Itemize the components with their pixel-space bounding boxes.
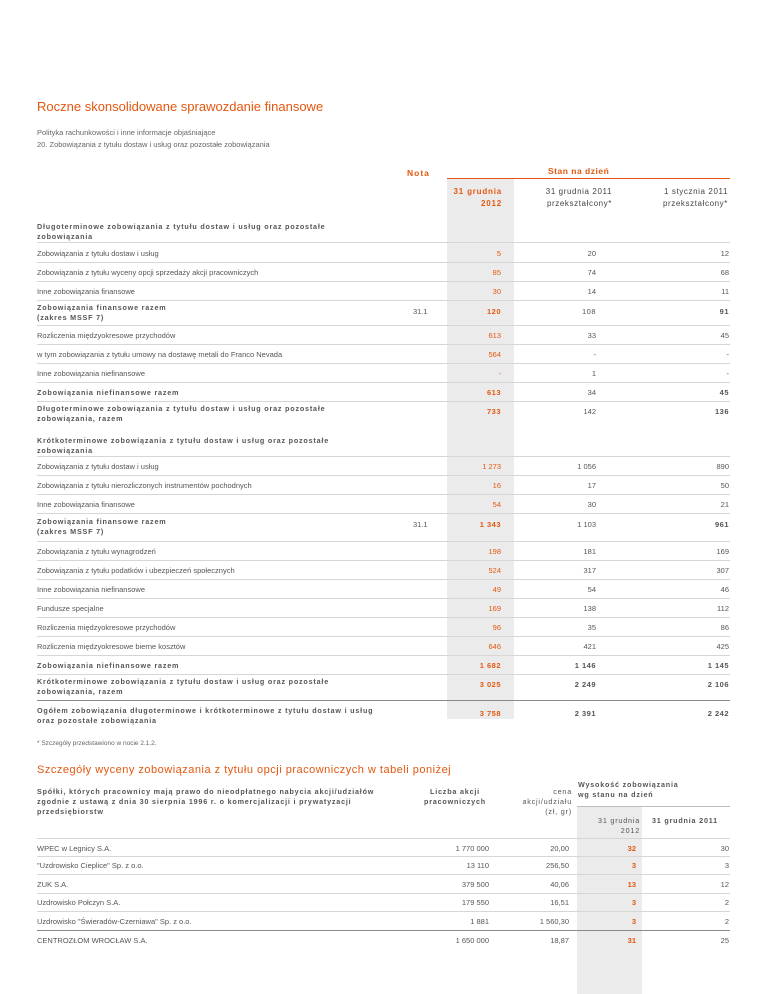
table-row-v2012: 198: [488, 547, 501, 556]
table2-col-companies: [37, 787, 374, 817]
row-rule: [37, 281, 730, 282]
table-row-vjan2011: 425: [716, 642, 729, 651]
table-row-v2011: 17: [587, 481, 596, 490]
col-jan2011-header: [630, 186, 728, 210]
table-row-v2011: 1 056: [577, 462, 596, 471]
table-row-label: Zobowiązania z tytułu dostaw i usług: [37, 249, 159, 258]
table-row-label: [37, 706, 373, 726]
row-rule: [37, 911, 730, 912]
table-row-vjan2011: 169: [716, 547, 729, 556]
row-rule: [37, 930, 730, 931]
row-rule: [37, 513, 730, 514]
table2-title: Szczegóły wyceny zobowiązania z tytułu opcji pracowniczych w tabeli poniżej: [37, 764, 452, 776]
table-row-label: [37, 303, 166, 323]
row-rule: [37, 262, 730, 263]
table-row-v2012: 613: [488, 331, 501, 340]
section-long-line1: Długoterminowe zobowiązania z tytułu dostaw i usług oraz pozostałe: [37, 222, 326, 231]
col3a-line1: 31 grudnia: [598, 816, 640, 825]
col-2011-line2: przekształcony*: [546, 199, 612, 208]
table-row-v2011: 74: [587, 268, 596, 277]
table-row-v2012: 3 025: [479, 680, 501, 689]
section-long-line2: zobowiązania: [37, 232, 93, 241]
table-row-v2011: 1 146: [574, 661, 596, 670]
table-row-vjan2011: 2 242: [707, 709, 729, 718]
table2-row-name: ZUK S.A.: [37, 880, 69, 889]
table2-row-count: 179 550: [461, 898, 489, 907]
table2-row-v2011: 12: [720, 880, 729, 889]
table-row-v2011: 14: [587, 287, 596, 296]
row-rule: [37, 856, 730, 857]
col2-line1: cena: [553, 787, 572, 796]
table-row-v2011: 2 249: [574, 680, 596, 689]
col1-line1: Liczba akcji: [430, 787, 480, 796]
table2-row-count: 1 770 000: [455, 844, 489, 853]
label-line1: Zobowiązania finansowe razem: [37, 303, 167, 312]
table-row-v2012: 120: [486, 307, 501, 316]
table-row-label: Zobowiązania z tytułu podatków i ubezpieczeń społecznych: [37, 566, 235, 575]
breadcrumb-line-1: Polityka rachunkowości i inne informacje objaśniające: [37, 128, 216, 137]
table-row-v2011: 1 103: [577, 520, 596, 529]
stan-na-dzien-header: Stan na dzień: [548, 166, 610, 176]
row-rule: [37, 382, 730, 383]
table-row-vjan2011: -: [726, 350, 729, 359]
col-2011-line1: 31 grudnia 2011: [545, 187, 612, 196]
table-row-vjan2011: 46: [720, 585, 729, 594]
table-row-v2011: -: [593, 350, 596, 359]
row-rule: [37, 579, 730, 580]
table-row-label: Zobowiązania z tytułu wynagrodzeń: [37, 547, 156, 556]
table-row-vjan2011: 21: [720, 500, 729, 509]
table-row-v2012: 169: [488, 604, 501, 613]
table2-row-name: CENTROZŁOM WROCŁAW S.A.: [37, 936, 148, 945]
table2-row-price: 256,50: [546, 861, 569, 870]
table-row-v2011: 2 391: [574, 709, 596, 718]
col3-line2: wg stanu na dzień: [578, 790, 654, 799]
breadcrumb: [37, 127, 270, 151]
table-row-vjan2011: 136: [714, 407, 729, 416]
table2-col-count: [420, 787, 490, 807]
table-row-v2012: 3 758: [479, 709, 501, 718]
table2-row-count: 1 881: [470, 917, 489, 926]
section-short-line1: Krótkoterminowe zobowiązania z tytułu dostaw i usług oraz pozostałe: [37, 436, 330, 445]
row-rule: [37, 598, 730, 599]
table2-row-v2012: 31: [627, 936, 636, 945]
label-line2: (zakres MSSF 7): [37, 527, 105, 536]
row-rule: [37, 838, 730, 839]
table-row-v2012: 54: [492, 500, 501, 509]
row-rule: [37, 401, 730, 402]
col2-line2: akcji/udziału: [522, 797, 572, 806]
table2-row-v2011: 2: [724, 898, 729, 907]
col-jan2011-line1: 1 stycznia 2011: [664, 187, 728, 196]
table-row-vjan2011: 45: [720, 331, 729, 340]
row-rule: [37, 456, 730, 457]
table2-row-name: "Uzdrowisko Cieplice" Sp. z o.o.: [37, 861, 144, 870]
table-row-v2012: 85: [492, 268, 501, 277]
table-row-label: Rozliczenia międzyokresowe przychodów: [37, 331, 176, 340]
section-long-term: [37, 222, 325, 242]
table-row-v2012: 733: [486, 407, 501, 416]
row-rule: [37, 325, 730, 326]
table-row-vjan2011: -: [726, 369, 729, 378]
table-row-vjan2011: 307: [716, 566, 729, 575]
table-row-v2011: 30: [587, 500, 596, 509]
table2-row-v2011: 30: [720, 844, 729, 853]
table-row-nota: 31.1: [413, 520, 428, 529]
table-row-v2012: 1 682: [479, 661, 501, 670]
table-row-label: Inne zobowiązania niefinansowe: [37, 369, 145, 378]
header-divider: [447, 178, 730, 179]
label-line1: Krótkoterminowe zobowiązania z tytułu dostaw i usług oraz pozostałe: [37, 677, 330, 686]
table-row-v2011: 34: [587, 388, 596, 397]
table-row-v2011: 181: [583, 547, 596, 556]
table-row-label: Fundusze specjalne: [37, 604, 104, 613]
col0-line2: zgodnie z ustawą z dnia 30 sierpnia 1996 r. o komercjalizacji i prywatyzacji: [37, 797, 352, 806]
table2-row-v2012: 32: [627, 844, 636, 853]
table-row-v2011: 108: [581, 307, 596, 316]
label-line2: oraz pozostałe zobowiązania: [37, 716, 157, 725]
table-row-vjan2011: 2 106: [707, 680, 729, 689]
table2-row-v2011: 25: [720, 936, 729, 945]
col-2011-header: [520, 186, 612, 210]
table-row-v2012: 5: [496, 249, 501, 258]
row-rule: [37, 636, 730, 637]
label-line2: zobowiązania, razem: [37, 687, 124, 696]
table-row-vjan2011: 11: [721, 287, 729, 296]
table-row-v2012: 16: [492, 481, 501, 490]
table-row-label: w tym zobowiązania z tytułu umowy na dostawę metali do Franco Nevada: [37, 350, 283, 359]
col-2012-header: [440, 186, 502, 210]
table2-row-price: 18,87: [550, 936, 569, 945]
table2-col-liability: [578, 780, 679, 800]
table2-row-price: 1 560,30: [539, 917, 569, 926]
table-row-v2011: 35: [587, 623, 596, 632]
col1-line2: pracowniczych: [424, 797, 486, 806]
row-rule: [37, 494, 730, 495]
table-row-label: Zobowiązania z tytułu wyceny opcji sprzedaży akcji pracowniczych: [37, 268, 259, 277]
row-rule: [37, 655, 730, 656]
table2-col-price: [500, 787, 572, 817]
table-row-label: Inne zobowiązania niefinansowe: [37, 585, 145, 594]
table2-row-v2012: 3: [631, 898, 636, 907]
table-row-label: Zobowiązania z tytułu nierozliczonych instrumentów pochodnych: [37, 481, 252, 490]
label-line1: Zobowiązania finansowe razem: [37, 517, 167, 526]
table2-row-count: 13 110: [466, 861, 489, 870]
table2-row-price: 16,51: [550, 898, 569, 907]
table2-col-2012: [577, 816, 640, 836]
section-short-line2: zobowiązania: [37, 446, 93, 455]
table-row-v2012: 1 343: [479, 520, 501, 529]
section-short-term: [37, 436, 329, 456]
row-rule: [37, 242, 730, 243]
table2-row-v2012: 3: [631, 917, 636, 926]
table2-row-count: 379 500: [461, 880, 489, 889]
label-line2: (zakres MSSF 7): [37, 313, 105, 322]
row-rule: [37, 560, 730, 561]
nota-header: Nota: [407, 168, 430, 178]
table-row-label: Zobowiązania z tytułu dostaw i usług: [37, 462, 159, 471]
row-rule: [37, 541, 730, 542]
table-row-v2011: 142: [583, 407, 596, 416]
col0-line1: Spółki, których pracownicy mają prawo do nieodpłatnego nabycia akcji/udziałów: [37, 787, 375, 796]
table-row-label: [37, 677, 329, 697]
col0-line3: przedsiębiorstw: [37, 807, 104, 816]
table-row-vjan2011: 112: [717, 604, 729, 613]
table-row-label: Zobowiązania niefinansowe razem: [37, 661, 180, 670]
report-title: Roczne skonsolidowane sprawozdanie finansowe: [37, 99, 324, 114]
table-row-v2012: 96: [492, 623, 501, 632]
table2-row-name: Uzdrowisko Połczyn S.A.: [37, 898, 121, 907]
table2-row-v2012: 3: [631, 861, 636, 870]
table2-col-2011: 31 grudnia 2011: [652, 816, 718, 825]
breadcrumb-line-2: 20. Zobowiązania z tytułu dostaw i usług oraz pozostałe zobowiązania: [37, 140, 270, 149]
table-row-v2011: 138: [583, 604, 596, 613]
table-row-vjan2011: 86: [720, 623, 729, 632]
table2-row-price: 40,06: [550, 880, 569, 889]
table-row-label: Rozliczenia międzyokresowe bierne kosztów: [37, 642, 186, 651]
table-row-vjan2011: 68: [720, 268, 729, 277]
col3a-line2: 2012: [620, 826, 640, 835]
table-row-v2012: 49: [492, 585, 501, 594]
label-line1: Ogółem zobowiązania długoterminowe i krótkoterminowe z tytułu dostaw i usług: [37, 706, 374, 715]
col-2012-line1: 31 grudnia: [453, 187, 502, 196]
table-row-label: Rozliczenia międzyokresowe przychodów: [37, 623, 176, 632]
col3-line1: Wysokość zobowiązania: [578, 780, 679, 789]
row-rule: [37, 874, 730, 875]
table-row-vjan2011: 1 145: [707, 661, 729, 670]
table-row-v2011: 20: [587, 249, 596, 258]
col-jan2011-line2: przekształcony*: [662, 199, 728, 208]
col-2012-line2: 2012: [481, 199, 502, 208]
table2-row-name: Uzdrowisko "Świeradów-Czerniawa" Sp. z o.o.: [37, 917, 192, 926]
table-row-vjan2011: 91: [719, 307, 729, 316]
row-rule: [37, 700, 730, 701]
header-divider: [577, 806, 730, 807]
table2-row-v2012: 13: [627, 880, 636, 889]
row-rule: [37, 344, 730, 345]
table-row-nota: 31.1: [413, 307, 428, 316]
table-row-v2012: 1 273: [482, 462, 501, 471]
table2-row-v2011: 2: [724, 917, 729, 926]
table2-row-v2011: 3: [724, 861, 729, 870]
label-line1: Długoterminowe zobowiązania z tytułu dostaw i usług oraz pozostałe: [37, 404, 326, 413]
row-rule: [37, 363, 730, 364]
table-row-vjan2011: 50: [720, 481, 729, 490]
row-rule: [37, 617, 730, 618]
table-row-v2012: 646: [488, 642, 501, 651]
table-row-v2012: 524: [488, 566, 501, 575]
table-row-label: Inne zobowiązania finansowe: [37, 287, 135, 296]
table-row-vjan2011: 45: [719, 388, 729, 397]
row-rule: [37, 674, 730, 675]
table-row-v2012: 613: [486, 388, 501, 397]
table-row-v2011: 54: [587, 585, 596, 594]
row-rule: [37, 893, 730, 894]
table-row-label: Inne zobowiązania finansowe: [37, 500, 135, 509]
table-row-v2012: 564: [488, 350, 501, 359]
table-row-label: [37, 517, 166, 537]
highlight-column-2012: [447, 178, 514, 719]
table-row-v2012: -: [498, 369, 501, 378]
table-row-v2011: 421: [583, 642, 596, 651]
table2-row-price: 20,00: [550, 844, 569, 853]
table-row-v2011: 1: [591, 369, 596, 378]
table-row-label: [37, 404, 325, 424]
row-rule: [37, 475, 730, 476]
table2-row-name: WPEC w Legnicy S.A.: [37, 844, 112, 853]
table-row-vjan2011: 890: [716, 462, 729, 471]
footnote: * Szczegóły przedstawiono w nocie 2.1.2.: [37, 740, 157, 747]
table-row-v2011: 33: [587, 331, 596, 340]
row-rule: [37, 300, 730, 301]
label-line2: zobowiązania, razem: [37, 414, 124, 423]
table-row-v2011: 317: [583, 566, 596, 575]
table-row-label: Zobowiązania niefinansowe razem: [37, 388, 180, 397]
table-row-vjan2011: 961: [714, 520, 729, 529]
table-row-v2012: 30: [492, 287, 501, 296]
table2-row-count: 1 650 000: [455, 936, 489, 945]
table-row-vjan2011: 12: [720, 249, 729, 258]
col2-line3: (zł, gr): [545, 807, 572, 816]
